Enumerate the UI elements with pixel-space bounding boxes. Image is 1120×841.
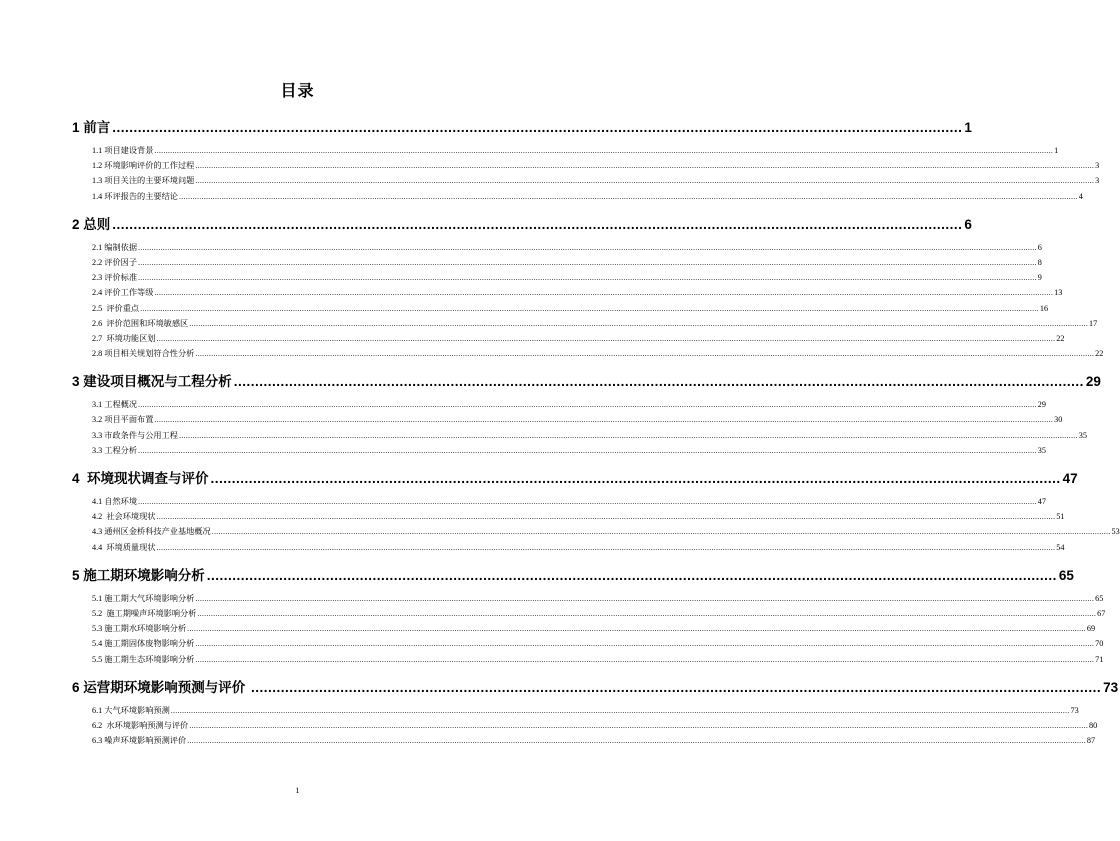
section-label: 5.3 施工期水环境影响分析 [92, 624, 187, 634]
section-label: 6.3 噪声环境影响预测评价 [92, 736, 187, 746]
section-page: 51 [1056, 512, 1065, 522]
section-group [72, 705, 1098, 751]
section-label: 2.2 评价因子 [92, 257, 138, 267]
section-label: 4.4 环境质量现状 [92, 542, 156, 552]
section-label: 1.1 项目建设背景 [92, 146, 154, 155]
toc-section[interactable] [72, 287, 1063, 302]
leader-dots: ........................................................................................................................................................................................................ [251, 679, 1102, 695]
toc-chapter[interactable] [72, 564, 1074, 583]
leader-dots: ................................................................................................................................................................................................................................................................................................................................................................................................................ [195, 654, 1095, 664]
leader-dots: ................................................................................................................................................................................................................................................................................................................................................................................................................ [138, 497, 1037, 506]
section-page: 47 [1037, 497, 1046, 506]
toc-section[interactable] [72, 654, 1104, 669]
section-label: 4.3 通州区金桥科技产业基地概况 [92, 527, 211, 537]
toc-section[interactable] [72, 160, 1100, 175]
leader-dots: ................................................................................................................................................................................................................................................................................................................................................................................................................ [156, 333, 1056, 343]
toc-section[interactable] [72, 175, 1100, 190]
page-number: 1 [295, 786, 300, 795]
leader-dots: ........................................................................................................................................................................................................ [206, 567, 1057, 583]
section-label: 4.2 社会环境现状 [92, 512, 156, 522]
toc-section[interactable] [72, 638, 1104, 653]
toc-section[interactable] [72, 414, 1063, 429]
chapter-label: 2 总则 [72, 216, 111, 232]
toc-section[interactable] [72, 399, 1046, 414]
leader-dots: ................................................................................................................................................................................................................................................................................................................................................................................................................ [211, 527, 1111, 537]
leader-dots: ................................................................................................................................................................................................................................................................................................................................................................................................................ [140, 303, 1039, 313]
section-page: 29 [1037, 400, 1046, 410]
section-label: 2.3 评价标准 [92, 273, 138, 283]
toc-section[interactable] [72, 445, 1046, 460]
section-label: 6.1 大气环境影响预测 [92, 705, 170, 715]
section-page: 17 [1088, 318, 1098, 328]
chapter-label: 5 施工期环境影响分析 [72, 567, 205, 583]
leader-dots: ................................................................................................................................................................................................................................................................................................................................................................................................................ [170, 705, 1070, 715]
leader-dots: ........................................................................................................................................................................................................ [210, 471, 1061, 486]
section-page: 16 [1039, 303, 1049, 313]
leader-dots: ........................................................................................................................................................................................................ [112, 120, 963, 135]
leader-dots: ................................................................................................................................................................................................................................................................................................................................................................................................................ [178, 430, 1078, 440]
toc-section[interactable] [72, 333, 1065, 348]
section-label: 3.1 工程概况 [92, 400, 138, 410]
section-label: 2.6 评价范围和环境敏感区 [92, 318, 189, 328]
toc-chapter[interactable] [72, 676, 1119, 695]
section-label: 1.3 项目关注的主要环境问题 [92, 176, 195, 186]
section-label: 3.2 项目平面布置 [92, 415, 154, 425]
toc-title: 目录 [280, 83, 315, 100]
toc-section[interactable] [72, 720, 1098, 735]
toc-section[interactable] [72, 735, 1096, 750]
section-page: 9 [1037, 273, 1042, 283]
leader-dots: ................................................................................................................................................................................................................................................................................................................................................................................................................ [138, 242, 1037, 252]
section-page: 8 [1037, 257, 1042, 267]
toc-section[interactable] [72, 257, 1042, 272]
section-label: 2.5 评价重点 [92, 303, 140, 313]
leader-dots: ................................................................................................................................................................................................................................................................................................................................................................................................................ [154, 415, 1054, 425]
section-page: 80 [1088, 720, 1098, 730]
chapter-label: 6 运营期环境影响预测与评价 [72, 679, 250, 695]
section-page: 35 [1037, 445, 1046, 455]
section-page: 53 [1111, 527, 1120, 537]
section-page: 22 [1095, 349, 1104, 359]
section-page: 71 [1095, 654, 1104, 664]
section-page: 3 [1095, 161, 1100, 171]
leader-dots: ................................................................................................................................................................................................................................................................................................................................................................................................................ [189, 318, 1088, 328]
section-group [72, 496, 1120, 557]
toc-section[interactable] [72, 526, 1120, 541]
toc-section[interactable] [72, 608, 1106, 623]
toc-chapter[interactable] [72, 467, 1078, 486]
leader-dots: ................................................................................................................................................................................................................................................................................................................................................................................................................ [138, 445, 1037, 455]
toc-section[interactable] [72, 318, 1098, 333]
toc-section[interactable] [72, 511, 1065, 526]
section-page: 1 [1054, 146, 1059, 155]
toc-chapter[interactable] [72, 213, 972, 232]
leader-dots: ........................................................................................................................................................................................................ [112, 216, 963, 232]
section-label: 2.1 编制依据 [92, 242, 138, 252]
toc-section[interactable] [72, 542, 1065, 557]
leader-dots: ................................................................................................................................................................................................................................................................................................................................................................................................................ [156, 542, 1056, 552]
leader-dots: ................................................................................................................................................................................................................................................................................................................................................................................................................ [187, 736, 1086, 746]
chapter-page: 6 [964, 216, 972, 232]
section-group [72, 593, 1106, 669]
toc-section[interactable] [72, 303, 1049, 318]
chapter-page: 47 [1062, 471, 1078, 486]
chapter-page: 1 [964, 120, 972, 135]
toc-section[interactable] [72, 430, 1087, 445]
toc-section[interactable] [72, 348, 1104, 363]
toc-section[interactable] [72, 496, 1046, 511]
leader-dots: ........................................................................................................................................................................................................ [233, 374, 1084, 390]
section-label: 2.4 评价工作等级 [92, 288, 154, 298]
chapter-page: 29 [1085, 374, 1101, 390]
section-page: 73 [1070, 705, 1079, 715]
leader-dots: ................................................................................................................................................................................................................................................................................................................................................................................................................ [195, 176, 1095, 186]
section-page: 70 [1095, 639, 1104, 649]
section-label: 4.1 自然环境 [92, 497, 138, 506]
section-label: 6.2 水环境影响预测与评价 [92, 720, 189, 730]
section-page: 6 [1037, 242, 1042, 252]
leader-dots: ................................................................................................................................................................................................................................................................................................................................................................................................................ [156, 512, 1056, 522]
section-group [72, 145, 1100, 206]
section-page: 4 [1078, 191, 1083, 201]
chapter-label: 3 建设项目概况与工程分析 [72, 374, 232, 390]
toc-section[interactable] [72, 623, 1096, 638]
chapter-page: 73 [1103, 679, 1119, 695]
leader-dots: ................................................................................................................................................................................................................................................................................................................................................................................................................ [187, 624, 1086, 634]
section-page: 54 [1056, 542, 1065, 552]
section-page: 13 [1054, 288, 1063, 298]
section-label: 3.3 工程分析 [92, 445, 138, 455]
section-group [72, 242, 1104, 364]
leader-dots: ................................................................................................................................................................................................................................................................................................................................................................................................................ [178, 191, 1078, 201]
section-label: 2.8 项目相关规划符合性分析 [92, 349, 195, 359]
leader-dots: ................................................................................................................................................................................................................................................................................................................................................................................................................ [195, 593, 1095, 603]
toc-section[interactable] [72, 705, 1079, 720]
chapter-label: 1 前言 [72, 120, 111, 135]
toc-section[interactable] [72, 593, 1104, 608]
section-label: 5.5 施工期生态环境影响分析 [92, 654, 195, 664]
section-label: 3.3 市政条件与公用工程 [92, 430, 178, 440]
leader-dots: ................................................................................................................................................................................................................................................................................................................................................................................................................ [138, 273, 1037, 283]
section-page: 69 [1086, 624, 1096, 634]
section-page: 30 [1054, 415, 1063, 425]
toc-section[interactable] [72, 242, 1042, 257]
toc-chapter[interactable] [72, 116, 972, 135]
toc-section[interactable] [72, 272, 1042, 287]
chapter-label: 4 环境现状调查与评价 [72, 471, 209, 486]
toc-chapter[interactable] [72, 370, 1101, 390]
section-label: 5.2 施工期噪声环境影响分析 [92, 608, 197, 618]
leader-dots: ................................................................................................................................................................................................................................................................................................................................................................................................................ [138, 400, 1037, 410]
section-label: 1.4 环评报告的主要结论 [92, 191, 178, 201]
leader-dots: ................................................................................................................................................................................................................................................................................................................................................................................................................ [195, 161, 1095, 171]
leader-dots: ................................................................................................................................................................................................................................................................................................................................................................................................................ [154, 288, 1054, 298]
section-page: 22 [1056, 333, 1065, 343]
section-page: 35 [1078, 430, 1087, 440]
section-label: 5.4 施工期固体废物影响分析 [92, 639, 195, 649]
table-of-contents [72, 116, 1120, 757]
leader-dots: ................................................................................................................................................................................................................................................................................................................................................................................................................ [195, 639, 1095, 649]
toc-section[interactable] [72, 191, 1083, 206]
chapter-page: 65 [1058, 567, 1074, 583]
section-page: 67 [1097, 608, 1106, 618]
section-label: 2.7 环境功能区划 [92, 333, 156, 343]
leader-dots: ................................................................................................................................................................................................................................................................................................................................................................................................................ [138, 257, 1037, 267]
section-group [72, 399, 1087, 460]
section-page: 87 [1086, 736, 1096, 746]
leader-dots: ................................................................................................................................................................................................................................................................................................................................................................................................................ [197, 608, 1097, 618]
section-page: 65 [1095, 593, 1104, 603]
section-label: 1.2 环境影响评价的工作过程 [92, 161, 195, 171]
leader-dots: ................................................................................................................................................................................................................................................................................................................................................................................................................ [189, 720, 1088, 730]
leader-dots: ................................................................................................................................................................................................................................................................................................................................................................................................................ [154, 146, 1054, 155]
section-label: 5.1 施工期大气环境影响分析 [92, 593, 195, 603]
toc-section[interactable] [72, 145, 1059, 160]
leader-dots: ................................................................................................................................................................................................................................................................................................................................................................................................................ [195, 349, 1095, 359]
section-page: 3 [1095, 176, 1100, 186]
